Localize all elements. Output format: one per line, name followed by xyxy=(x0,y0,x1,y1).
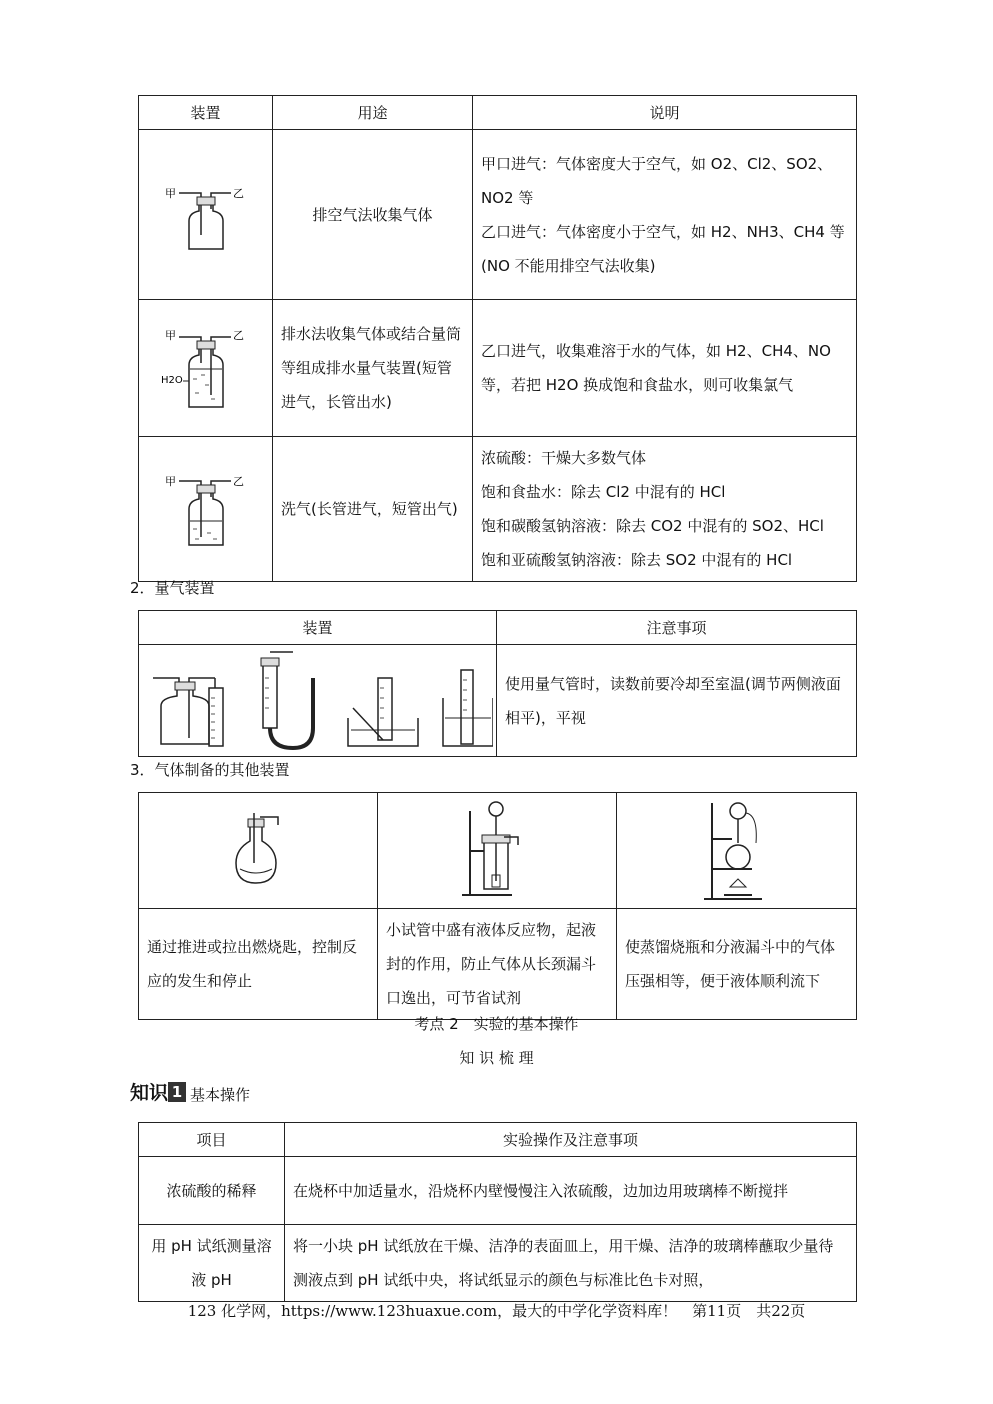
wash-bottle-icon xyxy=(161,469,251,549)
outlet-label: 乙 xyxy=(232,186,244,200)
water-bottle-icon xyxy=(161,323,251,413)
header-use: 用途 xyxy=(273,96,473,130)
distill-flask-icon xyxy=(702,799,772,903)
kaodian-title: 考点 2 实验的基本操作 xyxy=(414,1015,579,1033)
svg-text:H2O: H2O xyxy=(160,375,183,386)
header-notes: 注意事项 xyxy=(497,611,857,645)
use-air-collect: 排空气法收集气体 xyxy=(273,130,473,300)
basic-operations-table xyxy=(138,1122,857,1302)
desc-flask: 通过推进或拉出燃烧匙，控制反应的发生和停止 xyxy=(139,909,378,1020)
gas-collection-table xyxy=(138,95,857,582)
gas-measure-apparatus-icon xyxy=(143,648,493,754)
svg-text:甲: 甲 xyxy=(164,475,176,488)
flask-spoon-icon xyxy=(228,811,288,891)
desc-distill: 使蒸馏烧瓶和分液漏斗中的气体压强相等，便于液体顺利流下 xyxy=(617,909,857,1020)
svg-text:甲: 甲 xyxy=(164,329,176,342)
tube-funnel-icon xyxy=(462,801,532,901)
desc-water-collect: 乙口进气，收集难溶于水的气体，如 H2、CH4、NO 等，若把 H2O 换成饱和食盐水，则可收集氯气 xyxy=(473,300,857,437)
measure-devices xyxy=(139,645,497,757)
desc-air-collect: 甲口进气：气体密度大于空气，如 O2、Cl2、SO2、NO2 等 乙口进气：气体密度小于空气，如 H2、NH3、CH4 等 (NO 不能用排空气法收集) xyxy=(473,130,857,300)
knowledge-heading xyxy=(130,1078,250,1105)
section-2-title: 2．量气装置 xyxy=(130,579,215,597)
header-item: 项目 xyxy=(139,1123,285,1157)
device-water-collect xyxy=(139,300,273,437)
svg-text:乙: 乙 xyxy=(232,475,244,488)
measure-note: 使用量气管时，读数前要冷却至室温(调节两侧液面相平)，平视 xyxy=(497,645,857,757)
device-air-collect xyxy=(139,130,273,300)
knowledge-logo: 知识 xyxy=(130,1082,169,1104)
device-wash xyxy=(139,437,273,582)
header-device-2: 装置 xyxy=(139,611,497,645)
svg-text:乙: 乙 xyxy=(232,329,244,342)
header-operation: 实验操作及注意事项 xyxy=(285,1123,857,1157)
desc-tube: 小试管中盛有液体反应物，起液封的作用，防止气体从长颈漏斗口逸出，可节省试剂 xyxy=(378,909,617,1020)
gas-bottle-icon xyxy=(161,175,251,255)
op-ph: 将一小块 pH 试纸放在干燥、洁净的表面皿上，用干燥、洁净的玻璃棒蘸取少量待测液点到 pH 试纸中央，将试纸显示的颜色与标准比色卡对照， xyxy=(285,1225,857,1302)
apparatus-tube xyxy=(378,793,617,909)
knowledge-number: 1 xyxy=(168,1082,186,1102)
item-ph: 用 pH 试纸测量溶液 pH xyxy=(139,1225,285,1302)
use-wash: 洗气(长管进气，短管出气) xyxy=(273,437,473,582)
gas-measure-table xyxy=(138,610,857,757)
apparatus-flask xyxy=(139,793,378,909)
desc-wash: 浓硫酸：干燥大多数气体 饱和食盐水：除去 Cl2 中混有的 HCl 饱和碳酸氢钠溶液：除去 CO2 中混有的 SO2、HCl 饱和亚硫酸氢钠溶液：除去 SO2 中混有的 HCl xyxy=(473,437,857,582)
knowledge-title: 基本操作 xyxy=(190,1086,251,1104)
op-dilute: 在烧杯中加适量水，沿烧杯内壁慢慢注入浓硫酸，边加边用玻璃棒不断搅拌 xyxy=(285,1157,857,1225)
inlet-label: 甲 xyxy=(164,186,176,200)
page-footer: 123 化学网，https://www.123huaxue.com，最大的中学化学资料库！ 第11页 共22页 xyxy=(187,1302,806,1320)
apparatus-distill xyxy=(617,793,857,909)
header-desc: 说明 xyxy=(473,96,857,130)
item-dilute: 浓硫酸的稀释 xyxy=(139,1157,285,1225)
section-3-title: 3．气体制备的其他装置 xyxy=(130,761,290,779)
use-water-collect: 排水法收集气体或结合量筒等组成排水量气装置(短管进气，长管出水) xyxy=(273,300,473,437)
zhishi-title: 知 识 梳 理 xyxy=(459,1049,534,1067)
other-apparatus-table xyxy=(138,792,857,1020)
header-device: 装置 xyxy=(139,96,273,130)
